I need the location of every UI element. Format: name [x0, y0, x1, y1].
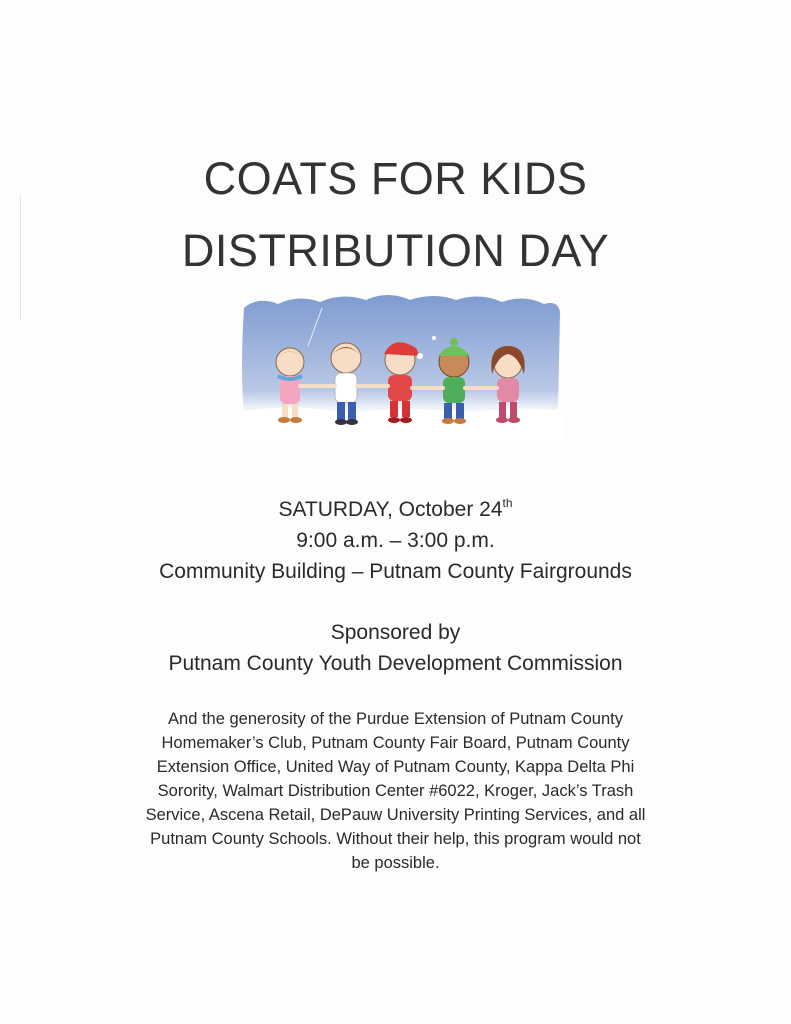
title-line-1: COATS FOR KIDS: [203, 153, 588, 204]
title-line-2: DISTRIBUTION DAY: [181, 225, 610, 276]
thanks-paragraph: [110, 707, 681, 875]
event-date: [0, 494, 791, 525]
thanks-line: Service, Ascena Retail, DePauw University Printing Services, and all: [145, 806, 646, 824]
sponsor-block: [0, 617, 791, 679]
event-day-suffix: th: [502, 496, 513, 510]
sponsor-label: Sponsored by: [330, 621, 461, 644]
thanks-line: And the generosity of the Purdue Extension of Putnam County: [168, 710, 623, 728]
thanks-line: Extension Office, United Way of Putnam County, Kappa Delta Phi: [156, 758, 635, 776]
event-time: 9:00 a.m. – 3:00 p.m.: [296, 529, 495, 552]
event-location: Community Building – Putnam County Fairgrounds: [159, 560, 632, 583]
children-holding-hands-illustration: [238, 290, 564, 442]
thanks-line: Sorority, Walmart Distribution Center #6022, Kroger, Jack’s Trash: [157, 782, 634, 800]
thanks-line: Putnam County Schools. Without their help, this program would not: [150, 830, 641, 848]
flyer-title: [0, 143, 791, 287]
sponsor-name: Putnam County Youth Development Commission: [168, 652, 623, 675]
thanks-line: Homemaker’s Club, Putnam County Fair Board, Putnam County: [161, 734, 630, 752]
thanks-line: be possible.: [351, 854, 440, 872]
event-day: SATURDAY, October 24: [278, 498, 503, 521]
event-details: [0, 494, 791, 587]
